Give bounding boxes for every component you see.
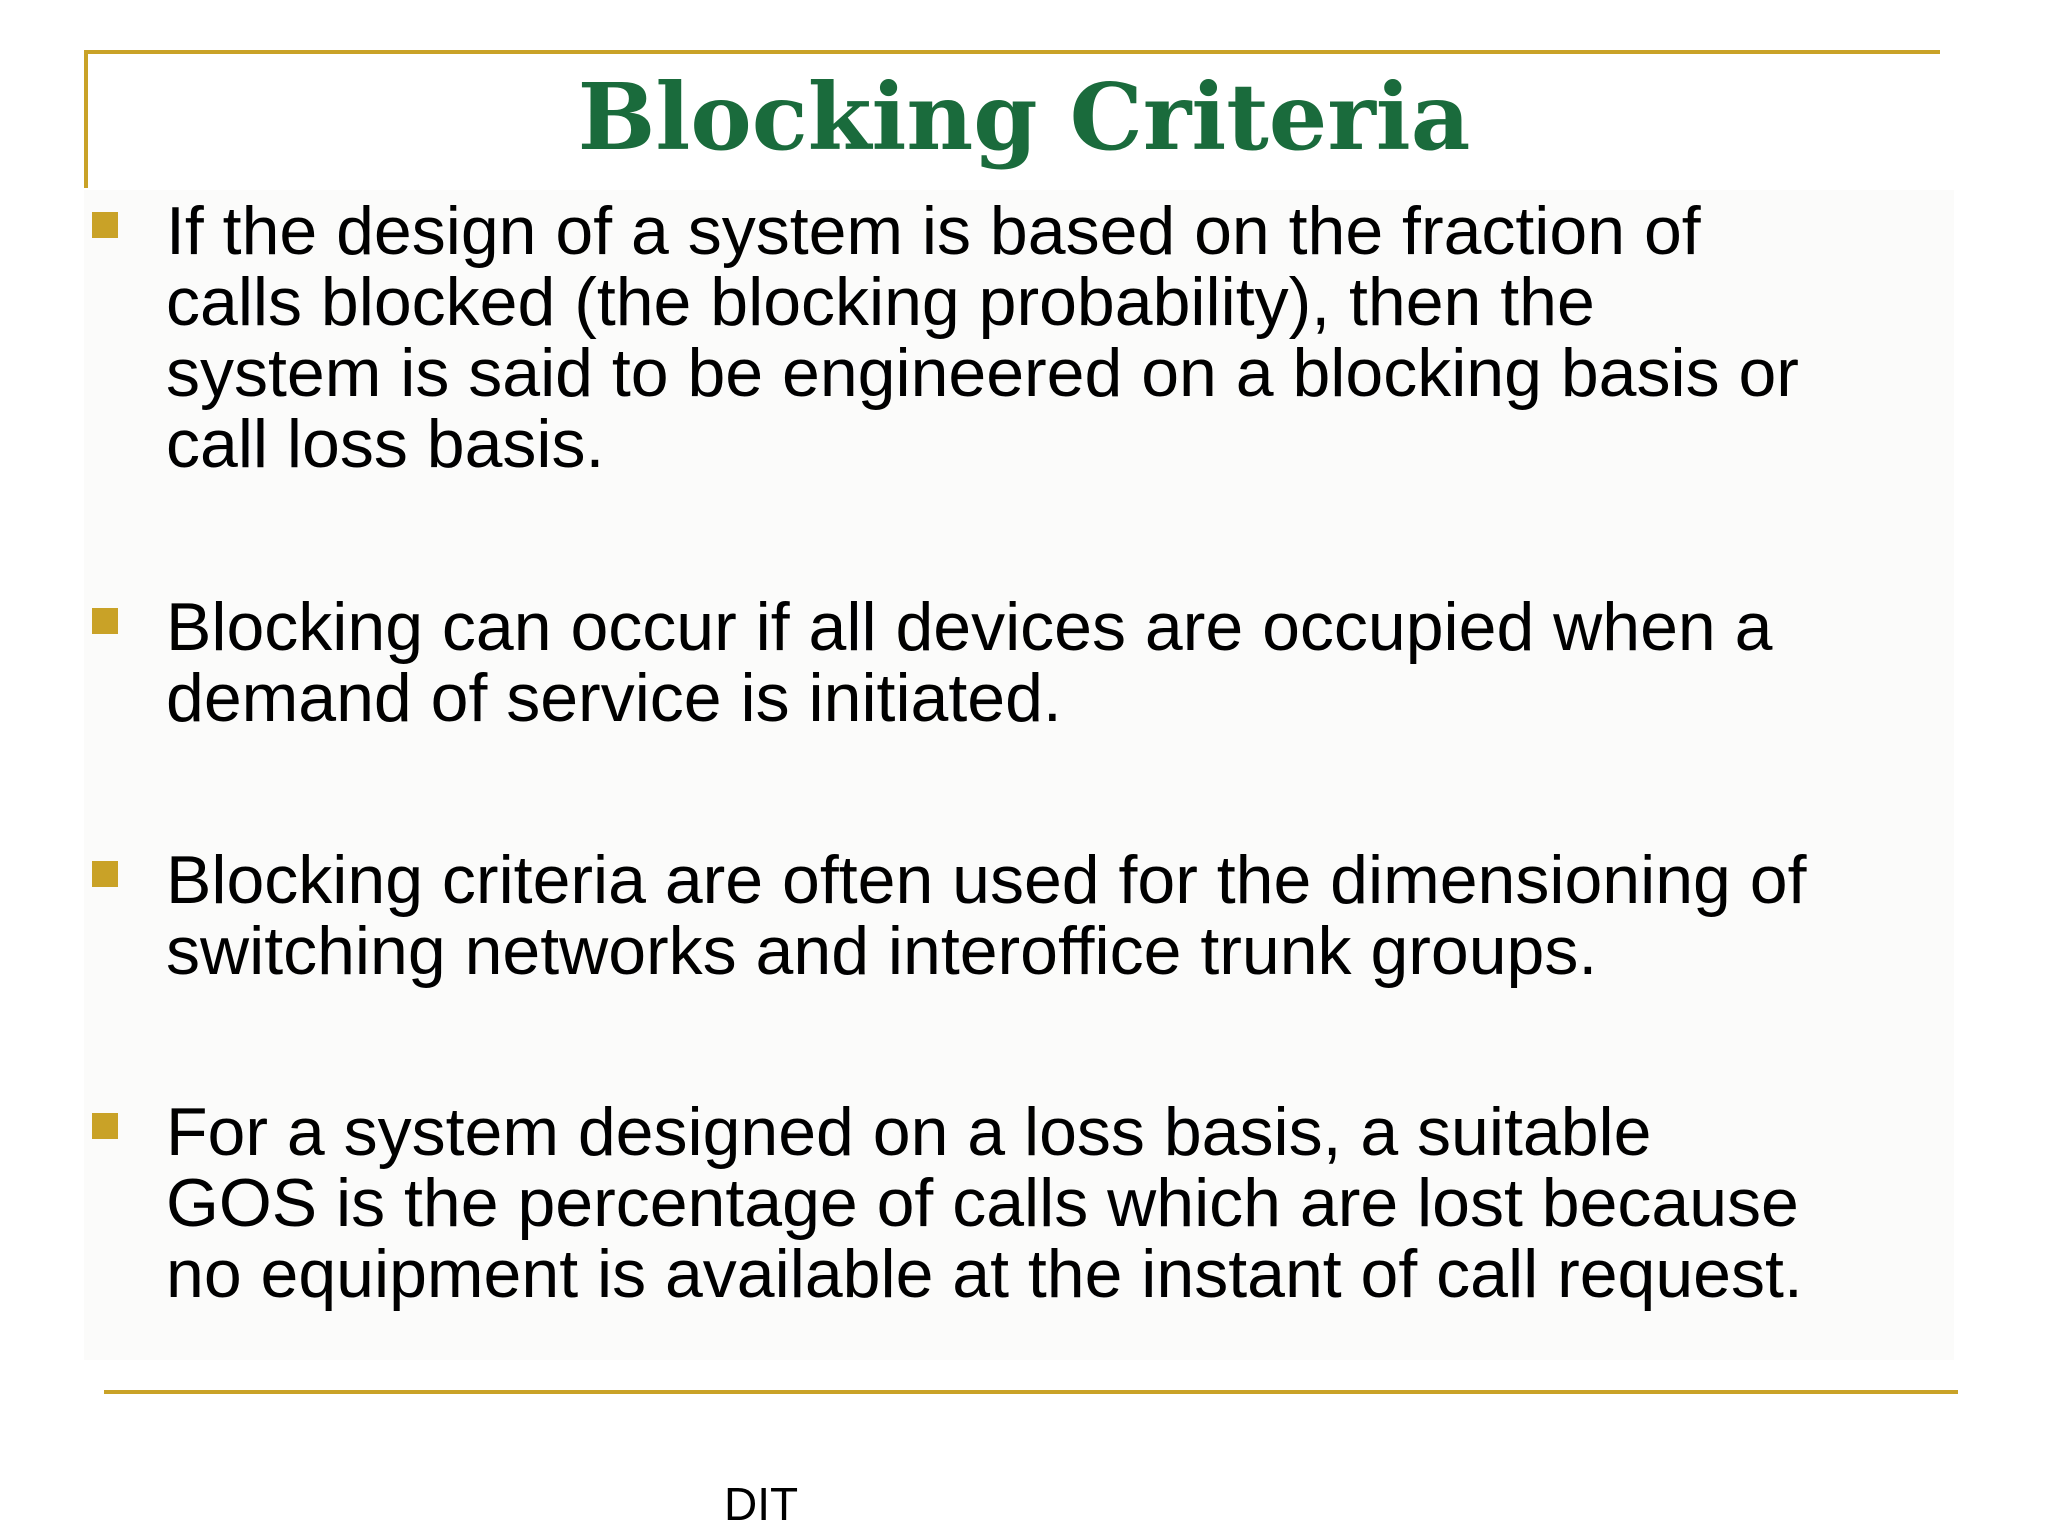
square-bullet-icon [92, 861, 118, 887]
footer-text: DIT [724, 1478, 799, 1530]
bullet-text: Blocking can occur if all devices are occupied when a demand of service is initiated. [166, 589, 1773, 736]
square-bullet-icon [92, 608, 118, 634]
bullet-text: Blocking criteria are often used for the dimensioning of switching networks and interoffice trunk groups. [166, 842, 1807, 989]
square-bullet-icon [92, 1113, 118, 1139]
bullet-text: For a system designed on a loss basis, a suitable GOS is the percentage of calls which are lost because no equipment is available at the instant of call request. [166, 1094, 1803, 1312]
bottom-rule [104, 1390, 1958, 1394]
bullet-text: If the design of a system is based on the fraction of calls blocked (the blocking probability), then the system is said to be engineered on a blocking basis or call loss basis. [166, 193, 1799, 482]
slide-title: Blocking Criteria [577, 63, 1471, 171]
square-bullet-icon [92, 212, 118, 238]
